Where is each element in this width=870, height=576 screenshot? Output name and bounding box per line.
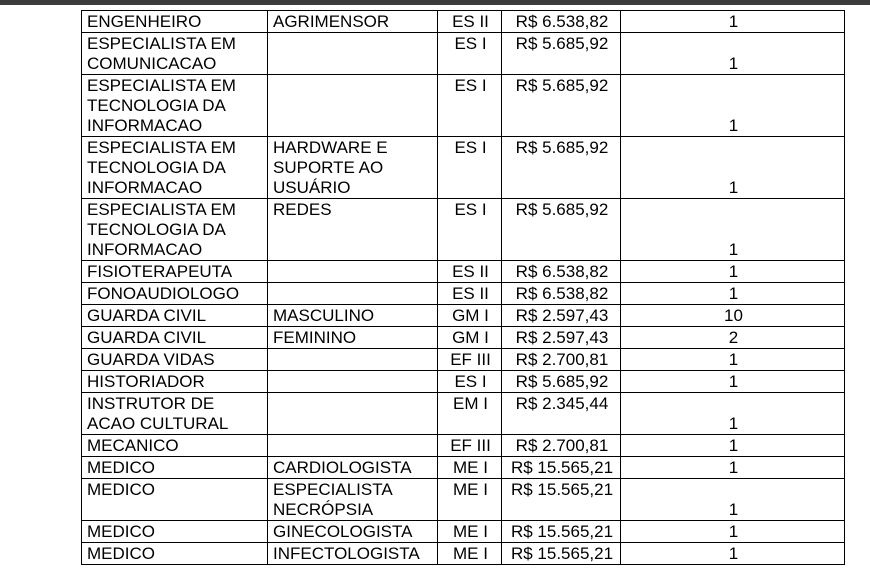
specialty-cell bbox=[268, 199, 438, 261]
table-row bbox=[82, 33, 845, 75]
specialty-cell bbox=[268, 371, 438, 393]
vacancies-cell: 1 bbox=[621, 283, 845, 305]
level-cell: ES II bbox=[438, 11, 502, 33]
level-cell: ME I bbox=[438, 521, 502, 543]
role-cell bbox=[82, 261, 268, 283]
salary-cell: R$ 15.565,21 bbox=[502, 457, 621, 479]
vacancies-cell: 1 bbox=[621, 543, 845, 565]
vacancies-cell: 1 bbox=[621, 199, 845, 261]
level-cell: EF III bbox=[438, 349, 502, 371]
salary-cell: R$ 5.685,92 bbox=[502, 199, 621, 261]
vacancies-cell: 1 bbox=[621, 33, 845, 75]
role-cell bbox=[82, 283, 268, 305]
role-cell bbox=[82, 543, 268, 565]
positions-table bbox=[81, 10, 845, 565]
salary-cell: R$ 5.685,92 bbox=[502, 137, 621, 199]
level-cell: GM I bbox=[438, 305, 502, 327]
role-cell bbox=[82, 137, 268, 199]
vacancies-cell: 1 bbox=[621, 349, 845, 371]
table-row bbox=[82, 393, 845, 435]
specialty-cell-line: CARDIOLOGISTA bbox=[273, 458, 412, 477]
role-cell bbox=[82, 327, 268, 349]
role-cell-line: COMUNICACAO bbox=[87, 54, 217, 73]
role-cell-line: ESPECIALISTA EM bbox=[87, 138, 236, 157]
table-row bbox=[82, 261, 845, 283]
role-cell-line: ENGENHEIRO bbox=[87, 12, 202, 31]
role-cell bbox=[82, 33, 268, 75]
table-row bbox=[82, 521, 845, 543]
specialty-cell bbox=[268, 327, 438, 349]
role-cell-line: INFORMACAO bbox=[87, 240, 203, 259]
role-cell-line: GUARDA CIVIL bbox=[87, 328, 207, 347]
level-cell: EM I bbox=[438, 393, 502, 435]
specialty-cell-line: HARDWARE E bbox=[273, 138, 388, 157]
table-row bbox=[82, 435, 845, 457]
salary-cell: R$ 15.565,21 bbox=[502, 479, 621, 521]
specialty-cell bbox=[268, 349, 438, 371]
level-cell: ES I bbox=[438, 75, 502, 137]
salary-cell: R$ 2.597,43 bbox=[502, 305, 621, 327]
table-row bbox=[82, 75, 845, 137]
level-cell: ES I bbox=[438, 137, 502, 199]
level-cell: ES II bbox=[438, 261, 502, 283]
role-cell-line: INFORMACAO bbox=[87, 178, 203, 197]
salary-cell: R$ 15.565,21 bbox=[502, 543, 621, 565]
specialty-cell bbox=[268, 33, 438, 75]
table-row bbox=[82, 137, 845, 199]
salary-cell: R$ 6.538,82 bbox=[502, 283, 621, 305]
role-cell-line: INSTRUTOR DE bbox=[87, 394, 215, 413]
table-row bbox=[82, 199, 845, 261]
role-cell-line: TECNOLOGIA DA bbox=[87, 158, 226, 177]
specialty-cell bbox=[268, 457, 438, 479]
specialty-cell bbox=[268, 543, 438, 565]
role-cell bbox=[82, 349, 268, 371]
role-cell bbox=[82, 435, 268, 457]
specialty-cell-line: FEMININO bbox=[273, 328, 357, 347]
specialty-cell-line: INFECTOLOGISTA bbox=[273, 544, 420, 563]
role-cell-line: MEDICO bbox=[87, 480, 155, 499]
role-cell bbox=[82, 521, 268, 543]
role-cell-line: FONOAUDIOLOGO bbox=[87, 284, 240, 303]
role-cell-line: ACAO CULTURAL bbox=[87, 414, 229, 433]
specialty-cell bbox=[268, 11, 438, 33]
specialty-cell-line: NECRÓPSIA bbox=[273, 500, 374, 519]
specialty-cell-line: SUPORTE AO bbox=[273, 158, 384, 177]
positions-table-body bbox=[82, 11, 845, 565]
role-cell bbox=[82, 199, 268, 261]
specialty-cell bbox=[268, 283, 438, 305]
level-cell: ES II bbox=[438, 283, 502, 305]
vacancies-cell: 1 bbox=[621, 393, 845, 435]
table-row bbox=[82, 349, 845, 371]
vacancies-cell: 10 bbox=[621, 305, 845, 327]
role-cell bbox=[82, 457, 268, 479]
role-cell bbox=[82, 11, 268, 33]
specialty-cell-line: USUÁRIO bbox=[273, 178, 351, 197]
role-cell-line: MEDICO bbox=[87, 458, 155, 477]
specialty-cell-line: ESPECIALISTA bbox=[273, 480, 393, 499]
role-cell bbox=[82, 305, 268, 327]
role-cell-line: MECANICO bbox=[87, 436, 179, 455]
level-cell: ME I bbox=[438, 479, 502, 521]
salary-cell: R$ 6.538,82 bbox=[502, 261, 621, 283]
role-cell-line: FISIOTERAPEUTA bbox=[87, 262, 233, 281]
salary-cell: R$ 2.700,81 bbox=[502, 349, 621, 371]
table-row bbox=[82, 11, 845, 33]
specialty-cell bbox=[268, 435, 438, 457]
role-cell-line: ESPECIALISTA EM bbox=[87, 76, 236, 95]
salary-cell: R$ 5.685,92 bbox=[502, 371, 621, 393]
role-cell-line: MEDICO bbox=[87, 544, 155, 563]
specialty-cell-line: GINECOLOGISTA bbox=[273, 522, 413, 541]
vacancies-cell: 1 bbox=[621, 521, 845, 543]
table-row bbox=[82, 371, 845, 393]
salary-cell: R$ 2.700,81 bbox=[502, 435, 621, 457]
vacancies-cell: 2 bbox=[621, 327, 845, 349]
salary-cell: R$ 5.685,92 bbox=[502, 33, 621, 75]
table-row bbox=[82, 543, 845, 565]
specialty-cell-line: AGRIMENSOR bbox=[273, 12, 390, 31]
vacancies-cell: 1 bbox=[621, 261, 845, 283]
salary-cell: R$ 2.597,43 bbox=[502, 327, 621, 349]
vacancies-cell: 1 bbox=[621, 11, 845, 33]
specialty-cell bbox=[268, 393, 438, 435]
level-cell: ES I bbox=[438, 33, 502, 75]
vacancies-cell: 1 bbox=[621, 435, 845, 457]
vacancies-cell: 1 bbox=[621, 371, 845, 393]
vacancies-cell: 1 bbox=[621, 75, 845, 137]
vacancies-cell: 1 bbox=[621, 137, 845, 199]
role-cell bbox=[82, 75, 268, 137]
level-cell: ES I bbox=[438, 371, 502, 393]
specialty-cell-line: REDES bbox=[273, 200, 332, 219]
table-row bbox=[82, 283, 845, 305]
role-cell-line: HISTORIADOR bbox=[87, 372, 205, 391]
table-row bbox=[82, 457, 845, 479]
role-cell-line: GUARDA CIVIL bbox=[87, 306, 207, 325]
role-cell-line: ESPECIALISTA EM bbox=[87, 34, 236, 53]
salary-cell: R$ 6.538,82 bbox=[502, 11, 621, 33]
role-cell-line: INFORMACAO bbox=[87, 116, 203, 135]
table-row bbox=[82, 479, 845, 521]
role-cell bbox=[82, 479, 268, 521]
specialty-cell bbox=[268, 305, 438, 327]
role-cell-line: GUARDA VIDAS bbox=[87, 350, 215, 369]
level-cell: EF III bbox=[438, 435, 502, 457]
level-cell: ME I bbox=[438, 543, 502, 565]
specialty-cell-line: MASCULINO bbox=[273, 306, 375, 325]
role-cell-line: TECNOLOGIA DA bbox=[87, 220, 226, 239]
level-cell: ES I bbox=[438, 199, 502, 261]
specialty-cell bbox=[268, 261, 438, 283]
viewer-top-bar bbox=[0, 0, 870, 5]
table-row bbox=[82, 327, 845, 349]
table-row bbox=[82, 305, 845, 327]
specialty-cell bbox=[268, 521, 438, 543]
specialty-cell bbox=[268, 479, 438, 521]
vacancies-cell: 1 bbox=[621, 479, 845, 521]
salary-cell: R$ 15.565,21 bbox=[502, 521, 621, 543]
salary-cell: R$ 5.685,92 bbox=[502, 75, 621, 137]
role-cell-line: ESPECIALISTA EM bbox=[87, 200, 236, 219]
role-cell bbox=[82, 371, 268, 393]
specialty-cell bbox=[268, 75, 438, 137]
role-cell-line: MEDICO bbox=[87, 522, 155, 541]
level-cell: ME I bbox=[438, 457, 502, 479]
role-cell-line: TECNOLOGIA DA bbox=[87, 96, 226, 115]
salary-cell: R$ 2.345,44 bbox=[502, 393, 621, 435]
role-cell bbox=[82, 393, 268, 435]
specialty-cell bbox=[268, 137, 438, 199]
level-cell: GM I bbox=[438, 327, 502, 349]
vacancies-cell: 1 bbox=[621, 457, 845, 479]
